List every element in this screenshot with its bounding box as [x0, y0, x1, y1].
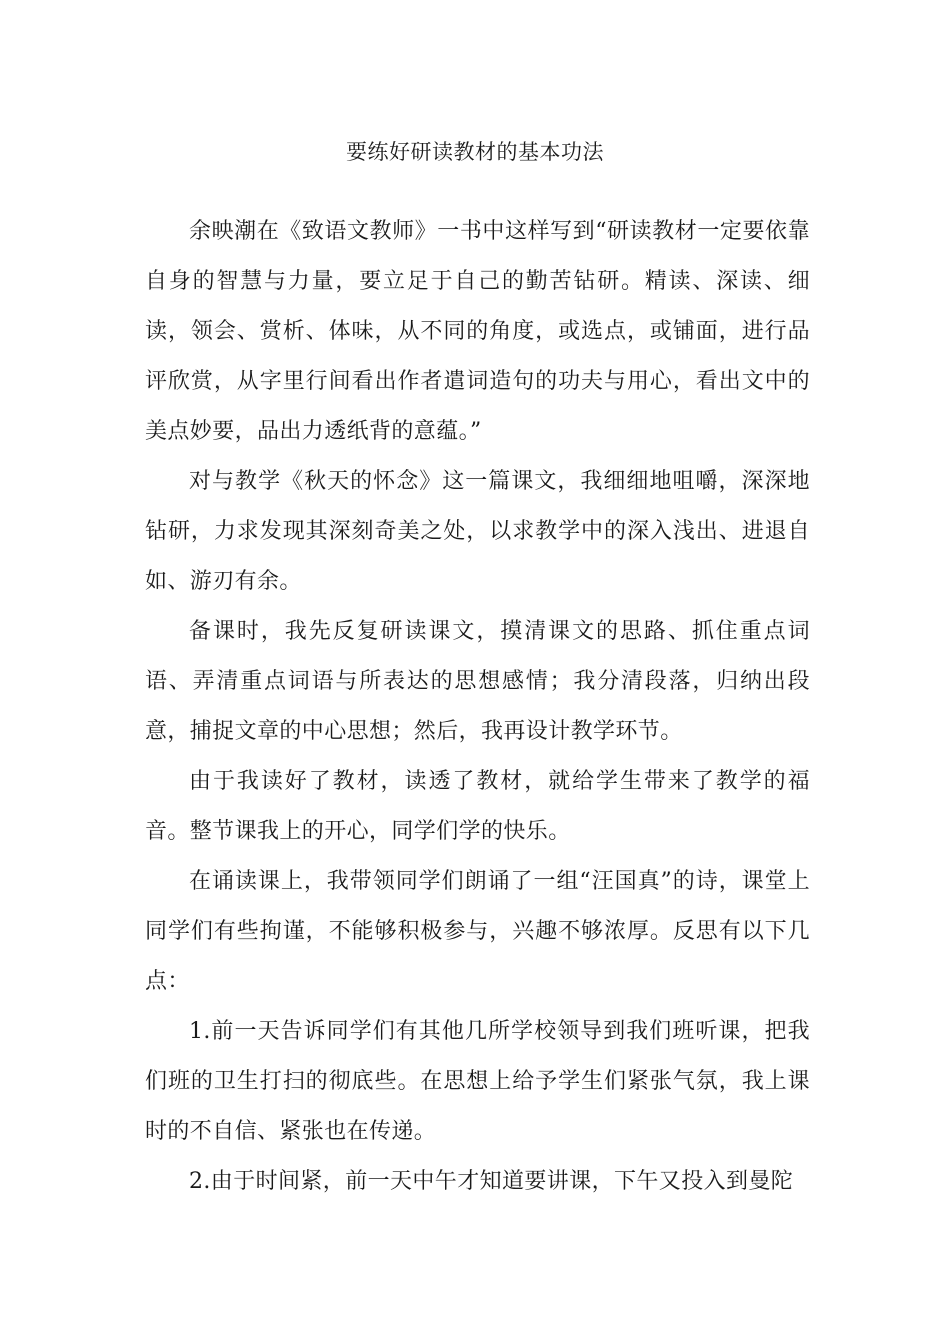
paragraph-1: 余映潮在《致语文教师》一书中这样写到“研读教材一定要依靠自身的智慧与力量，要立足于自己的勤苦钻研。精读、深读、细读，领会、赏析、体味，从不同的角度，或选点，或铺面，进行品评欣赏，从字里行间看出作者遣词造句的功夫与用心，看出文中的美点妙要，品出力透纸背的意蕴。” — [145, 219, 810, 444]
paragraph-2: 对与教学《秋天的怀念》这一篇课文，我细细地咀嚼，深深地钻研，力求发现其深刻奇美之处，以求教学中的深入浅出、进退自如、游刃有余。 — [145, 469, 810, 594]
paragraph-4: 由于我读好了教材，读透了教材，就给学生带来了教学的福音。整节课我上的开心，同学们学的快乐。 — [145, 769, 810, 844]
paragraph-5: 在诵读课上，我带领同学们朗诵了一组“汪国真”的诗，课堂上同学们有些拘谨，不能够积极参与，兴趣不够浓厚。反思有以下几点： — [145, 869, 810, 994]
document-title: 要练好研读教材的基本功法 — [346, 140, 604, 164]
paragraph-6: 1.前一天告诉同学们有其他几所学校领导到我们班听课，把我们班的卫生打扫的彻底些。在思想上给予学生们紧张气氛，我上课时的不自信、紧张也在传递。 — [145, 1019, 810, 1144]
paragraph-7: 2.由于时间紧，前一天中午才知道要讲课，下午又投入到曼陀 — [189, 1169, 794, 1194]
document-body — [145, 207, 810, 1207]
paragraph-3: 备课时，我先反复研读课文，摸清课文的思路、抓住重点词语、弄清重点词语与所表达的思想感情；我分清段落，归纳出段意，捕捉文章的中心思想；然后，我再设计教学环节。 — [145, 619, 810, 744]
